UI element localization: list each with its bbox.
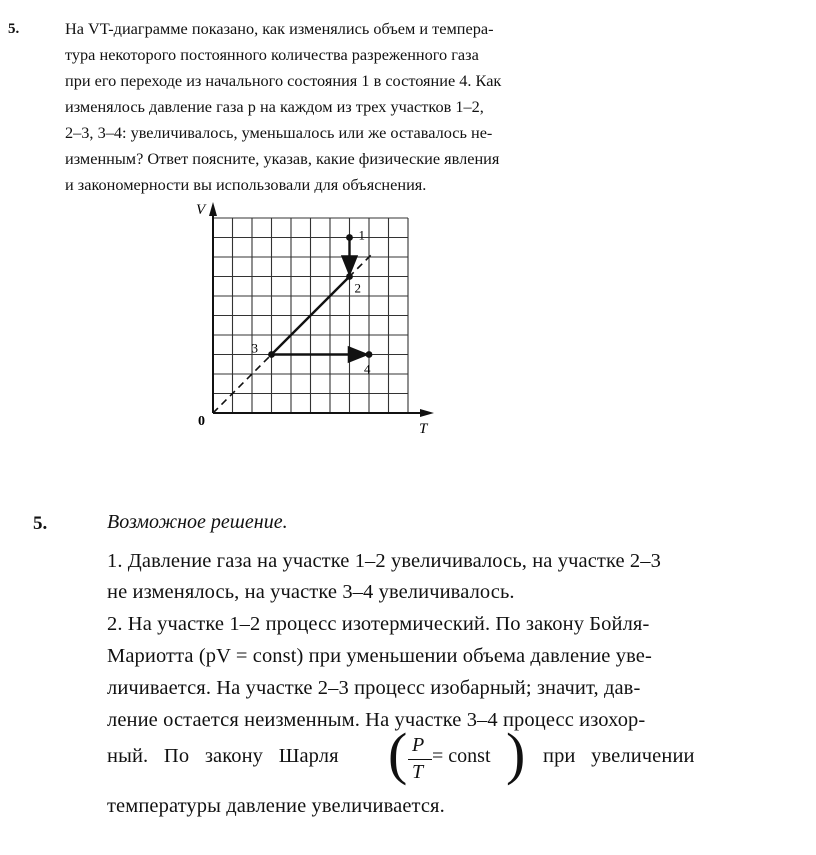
formula-right-paren: ) [506, 721, 526, 786]
point-label-4: 4 [364, 361, 371, 377]
solution-line-7-start: ный. По закону Шарля [107, 745, 339, 767]
point-label-3: 3 [251, 340, 258, 356]
problem-line-7: и закономерности вы использовали для объяснения. [65, 175, 427, 194]
problem-number: 5. [8, 21, 20, 37]
state-point-4 [366, 351, 373, 358]
solution-line-8: температуры давление увеличивается. [107, 795, 445, 817]
problem-line-1: На VT-диаграмме показано, как изменялись объем и темпера- [65, 19, 494, 38]
problem-line-2: тура некоторого постоянного количества разреженного газа [65, 45, 479, 64]
solution-number: 5. [33, 513, 48, 534]
problem-line-4: изменялось давление газа p на каждом из трех участков 1–2, [65, 97, 484, 116]
problem-line-6: изменным? Ответ поясните, указав, какие физические явления [65, 149, 500, 168]
y-axis-label: V [196, 202, 206, 218]
formula-numerator: P [412, 734, 425, 756]
point-label-2: 2 [354, 280, 361, 296]
solution-line-2: не изменялось, на участке 3–4 увеличивалось. [107, 581, 515, 603]
problem-line-3: при его переходе из начального состояния 1 в состояние 4. Как [65, 71, 502, 90]
problem-line-5: 2–3, 3–4: увеличивалось, уменьшалось или же оставалось не- [65, 123, 493, 142]
formula-const: = const [432, 745, 491, 767]
formula-fraction-bar [408, 759, 432, 760]
point-label-1: 1 [358, 227, 365, 243]
solution-line-5: личивается. На участке 2–3 процесс изобарный; значит, дав- [107, 677, 641, 699]
formula-denominator: T [412, 761, 424, 783]
x-axis-arrow-icon [420, 409, 434, 417]
vt-diagram [190, 196, 450, 446]
charles-law-formula [388, 721, 526, 787]
state-point-1 [346, 234, 353, 241]
solution-line-3: 2. На участке 1–2 процесс изотермический. По закону Бойля- [107, 613, 650, 635]
state-point-2 [346, 273, 353, 280]
y-axis-arrow-icon [209, 202, 217, 216]
solution-title: Возможное решение. [107, 511, 288, 533]
solution-line-7-end: при увеличении [543, 745, 695, 767]
solution-line-6: ление остается неизменным. На участке 3–4 процесс изохор- [107, 709, 646, 731]
solution-line-1: 1. Давление газа на участке 1–2 увеличивалось, на участке 2–3 [107, 550, 661, 572]
origin-label: 0 [198, 414, 205, 429]
x-axis-label: T [419, 421, 428, 437]
formula-left-paren: ( [388, 721, 408, 786]
state-point-3 [268, 351, 275, 358]
solution-line-4: Мариотта (pV = const) при уменьшении объема давление уве- [107, 645, 652, 667]
